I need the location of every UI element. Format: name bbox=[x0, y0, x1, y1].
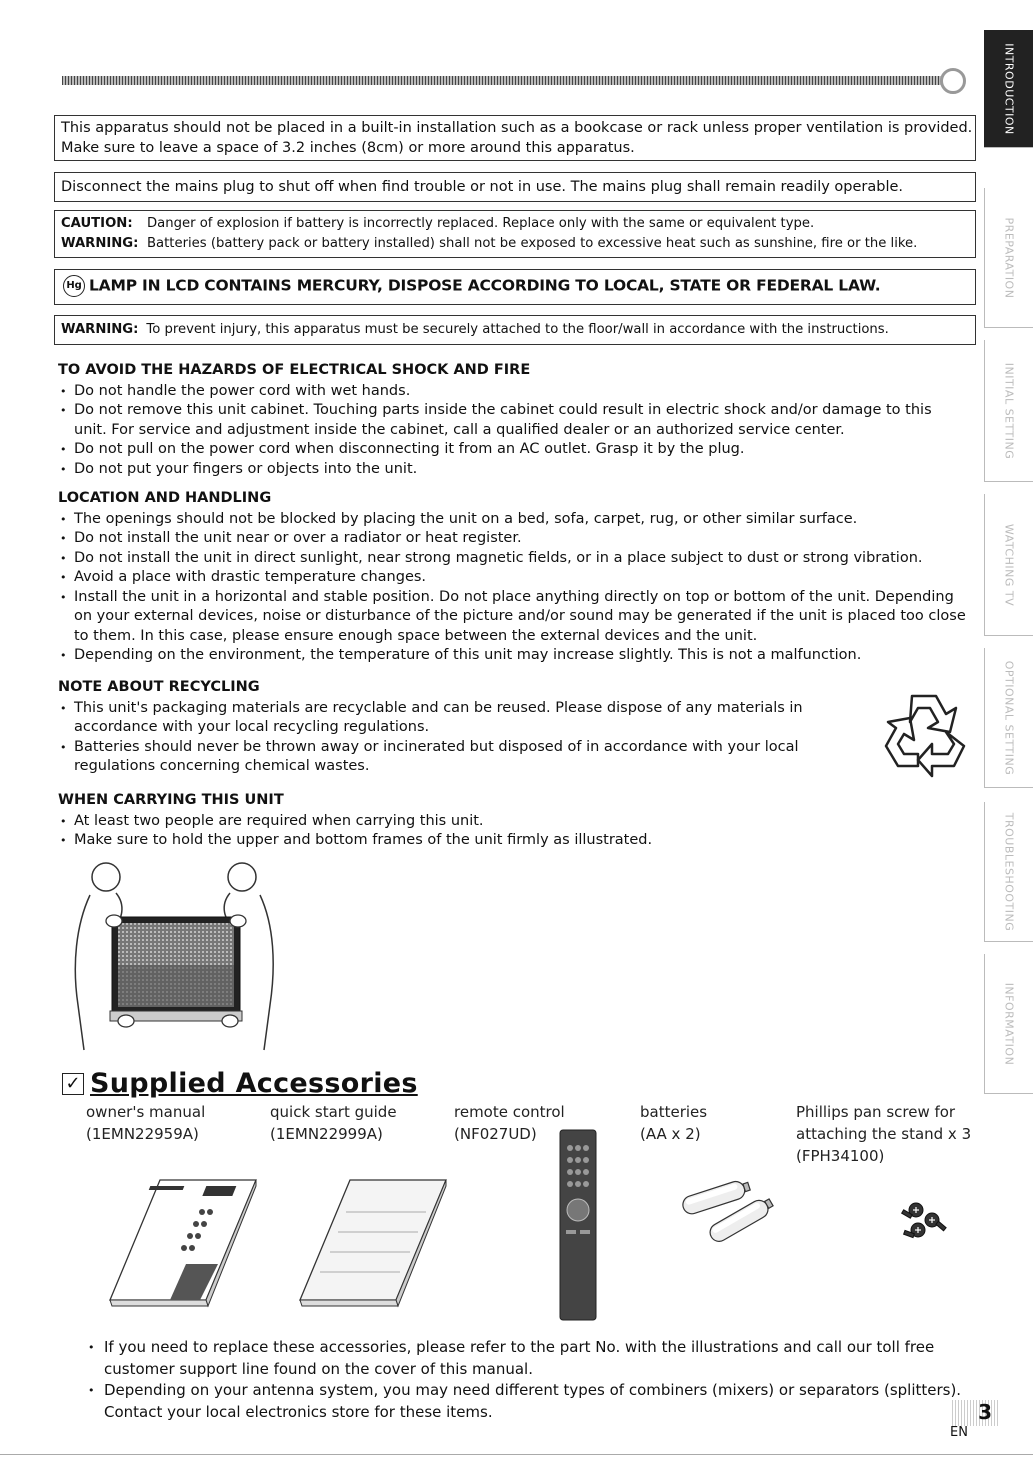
mercury-icon: Hg bbox=[63, 275, 85, 297]
quick-start-guide-illustration bbox=[290, 1172, 450, 1312]
section-recycling bbox=[58, 678, 858, 777]
list-item: • Do not handle the power cord with wet hands. bbox=[58, 382, 968, 402]
warning-attach-box bbox=[54, 315, 976, 345]
tab-label: PREPARATION bbox=[1002, 217, 1016, 298]
tab-optional-setting[interactable] bbox=[984, 648, 1033, 788]
lamp-mercury-text: LAMP IN LCD CONTAINS MERCURY, DISPOSE ACCORDING TO LOCAL, STATE OR FEDERAL LAW. bbox=[89, 276, 881, 295]
section-title: WHEN CARRYING THIS UNIT bbox=[58, 792, 284, 808]
list-item: • This unit's packaging materials are recyclable and can be reused. Please dispose of any materials in accordance with your local recycling regulations. bbox=[58, 699, 858, 738]
tab-troubleshooting[interactable] bbox=[984, 802, 1033, 942]
notice-mains-text: Disconnect the mains plug to shut off when find trouble or not in use. The mains plug shall remain readily operable. bbox=[61, 179, 904, 195]
checkbox-icon: ✓ bbox=[62, 1073, 84, 1095]
list-item: • Avoid a place with drastic temperature changes. bbox=[58, 568, 968, 588]
top-rule bbox=[62, 76, 942, 85]
accessories-title-text: Supplied Accessories bbox=[90, 1068, 418, 1099]
section-title: TO AVOID THE HAZARDS OF ELECTRICAL SHOCK AND FIRE bbox=[58, 362, 531, 378]
tab-watching-tv[interactable] bbox=[984, 494, 1033, 636]
top-rule-circle bbox=[940, 68, 966, 94]
list-item: • Depending on the environment, the temperature of this unit may increase slightly. This is not a malfunction. bbox=[58, 646, 968, 666]
warning-attach-label: WARNING: bbox=[61, 322, 139, 337]
accessory-screws bbox=[796, 1101, 971, 1167]
tab-label: TROUBLESHOOTING bbox=[1002, 812, 1016, 931]
accessory-name: owner's manual bbox=[86, 1103, 206, 1121]
notice-ventilation-line-1: This apparatus should not be placed in a built-in installation such as a bookcase or rack unless proper ventilation is provided. bbox=[61, 120, 973, 136]
footnote-item: • Depending on your antenna system, you may need different types of combiners (mixers) or separators (splitters). Contact your local electronics store for these items. bbox=[82, 1380, 962, 1423]
tab-label: INFORMATION bbox=[1002, 982, 1016, 1065]
warning-attach-text: To prevent injury, this apparatus must be securely attached to the floor/wall in accordance with the instructions. bbox=[146, 322, 889, 337]
accessory-name: remote control bbox=[454, 1103, 565, 1121]
tab-label: INITIAL SETTING bbox=[1002, 362, 1016, 459]
carrying-illustration bbox=[70, 855, 280, 1055]
accessory-quick-start-guide bbox=[270, 1101, 397, 1145]
section-carrying bbox=[58, 791, 968, 851]
batteries-illustration bbox=[676, 1170, 786, 1250]
bottom-rule bbox=[0, 1454, 1033, 1455]
language-code: EN bbox=[950, 1425, 968, 1440]
accessory-code: (AA x 2) bbox=[640, 1125, 701, 1143]
warning-battery-text: Batteries (battery pack or battery installed) shall not be exposed to excessive heat such as sunshine, fire or the like. bbox=[147, 236, 918, 251]
tab-introduction[interactable] bbox=[984, 30, 1033, 148]
remote-control-illustration bbox=[558, 1128, 598, 1322]
accessory-batteries bbox=[640, 1101, 707, 1145]
list-item: • Do not install the unit in direct sunlight, near strong magnetic fields, or in a place subject to dust or strong vibration. bbox=[58, 549, 968, 569]
section-electric-shock bbox=[58, 361, 968, 479]
list-item: • At least two people are required when carrying this unit. bbox=[58, 812, 968, 832]
accessory-code: (FPH34100) bbox=[796, 1147, 885, 1165]
screws-illustration bbox=[880, 1196, 960, 1246]
lamp-mercury-box bbox=[54, 269, 976, 305]
list-item: • Do not install the unit near or over a radiator or heat register. bbox=[58, 529, 968, 549]
section-title: LOCATION AND HANDLING bbox=[58, 490, 272, 506]
caution-box bbox=[54, 210, 976, 258]
list-item: • The openings should not be blocked by placing the unit on a bed, sofa, carpet, rug, or other similar surface. bbox=[58, 510, 968, 530]
notice-ventilation bbox=[54, 115, 976, 161]
list-item: • Make sure to hold the upper and bottom frames of the unit firmly as illustrated. bbox=[58, 831, 968, 851]
tab-label: OPTIONAL SETTING bbox=[1002, 660, 1016, 775]
accessory-name: Phillips pan screw for bbox=[796, 1103, 956, 1121]
caution-text: Danger of explosion if battery is incorrectly replaced. Replace only with the same or equivalent type. bbox=[147, 216, 815, 231]
notice-mains bbox=[54, 172, 976, 202]
accessories-title bbox=[62, 1068, 418, 1099]
recycle-icon bbox=[874, 688, 974, 778]
accessory-code: (NF027UD) bbox=[454, 1125, 537, 1143]
tab-label: WATCHING TV bbox=[1002, 523, 1016, 606]
list-item: • Do not put your fingers or objects into the unit. bbox=[58, 460, 968, 480]
accessory-remote-control bbox=[454, 1101, 565, 1145]
list-item: • Do not remove this unit cabinet. Touching parts inside the cabinet could result in electric shock and/or damage to this unit. For service and adjustment inside the cabinet, call a qualified dealer or an authorized service center. bbox=[58, 401, 968, 440]
list-item: • Install the unit in a horizontal and stable position. Do not place anything directly on top or bottom of the unit. Depending on your external devices, noise or disturbance of the picture and/or sound may be generated if the unit is placed too close to them. In this case, please ensure enough space between the external devices and the unit. bbox=[58, 588, 968, 647]
tab-preparation[interactable] bbox=[984, 188, 1033, 328]
footnote-item: • If you need to replace these accessories, please refer to the part No. with the illustrations and call our toll free customer support line found on the cover of this manual. bbox=[82, 1337, 962, 1380]
accessory-footnotes bbox=[82, 1337, 962, 1423]
notice-ventilation-line-2: Make sure to leave a space of 3.2 inches (8cm) or more around this apparatus. bbox=[61, 140, 635, 156]
owners-manual-illustration bbox=[100, 1172, 260, 1312]
caution-label: CAUTION: bbox=[61, 216, 133, 231]
section-location-handling bbox=[58, 489, 968, 666]
list-item: • Do not pull on the power cord when disconnecting it from an AC outlet. Grasp it by the plug. bbox=[58, 440, 968, 460]
section-title: NOTE ABOUT RECYCLING bbox=[58, 679, 260, 695]
accessory-name: quick start guide bbox=[270, 1103, 397, 1121]
tab-initial-setting[interactable] bbox=[984, 340, 1033, 482]
accessory-owners-manual bbox=[86, 1101, 205, 1145]
accessory-name-line-2: attaching the stand x 3 bbox=[796, 1125, 972, 1143]
accessory-code: (1EMN22959A) bbox=[86, 1125, 199, 1143]
warning-battery-label: WARNING: bbox=[61, 236, 139, 251]
tab-label: INTRODUCTION bbox=[1002, 42, 1015, 135]
page-number: 3 bbox=[952, 1400, 1000, 1426]
accessory-name: batteries bbox=[640, 1103, 708, 1121]
list-item: • Batteries should never be thrown away or incinerated but disposed of in accordance with your local regulations concerning chemical wastes. bbox=[58, 738, 858, 777]
tab-information[interactable] bbox=[984, 954, 1033, 1094]
accessory-code: (1EMN22999A) bbox=[270, 1125, 383, 1143]
